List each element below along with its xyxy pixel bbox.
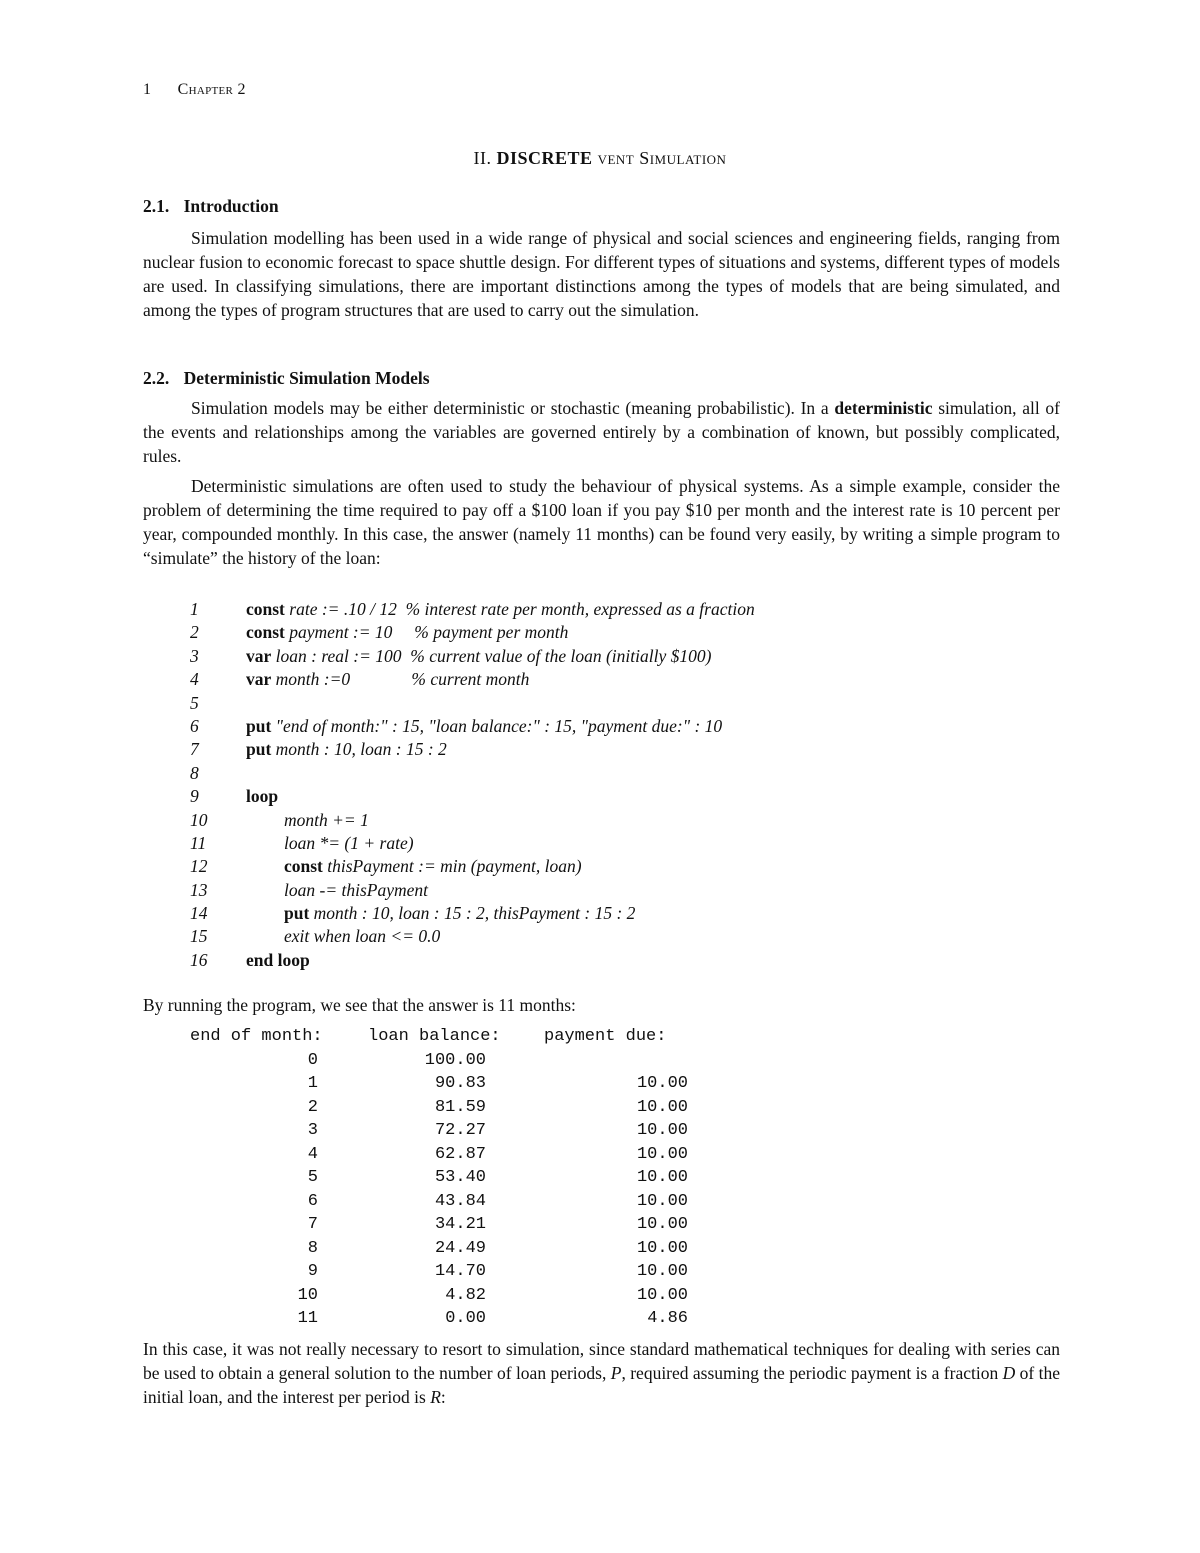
code-line-number: 1 xyxy=(190,599,199,619)
output-cell-payment: 10.00 xyxy=(636,1262,688,1281)
output-cell-balance: 90.83 xyxy=(434,1074,486,1093)
code-keyword: var xyxy=(246,645,272,666)
code-source xyxy=(246,715,722,738)
section-number: 2.2. xyxy=(143,368,170,388)
code-line xyxy=(190,925,990,948)
output-cell-month: 11 xyxy=(297,1309,318,1328)
output-cell-payment: 10.00 xyxy=(636,1285,688,1305)
output-cell-payment: 10.00 xyxy=(636,1238,688,1258)
code-line-number: 13 xyxy=(190,879,208,900)
code-text: month += 1 xyxy=(284,809,369,830)
variable-d: D xyxy=(1002,1363,1016,1383)
output-row xyxy=(190,1284,990,1308)
code-line xyxy=(190,832,990,855)
text-run: In this case, it was not really necessary to resort to simulation, since standard mathematical techniques for dealing with series can be used to obtain a general solution to the number of loan periods, xyxy=(143,1339,1060,1383)
chapter-label: Chapter 2 xyxy=(177,81,246,98)
code-keyword: var xyxy=(246,669,272,690)
code-text: thisPayment := min (payment, loan) xyxy=(322,856,582,877)
output-cell-month: 3 xyxy=(307,1121,318,1140)
text-run: of the initial loan, and the interest per period is xyxy=(143,1363,1060,1407)
output-row xyxy=(190,1049,990,1073)
output-cell-payment: 10.00 xyxy=(636,1215,688,1234)
code-source xyxy=(284,855,582,878)
section-title: Deterministic Simulation Models xyxy=(183,368,430,388)
deterministic-paragraph-2: Deterministic simulations are often used to study the behaviour of physical systems. As a simple example, consider the problem of determining the time required to pay off a $100 loan if you pay $10 per month and the interest rate is 10 percent per year, compounded monthly. In this case, the answer (namely 11 months) can be found very easily, by writing a simple program to “simulate” the history of the loan: xyxy=(143,476,1060,568)
code-source xyxy=(246,785,278,808)
output-cell-balance: 53.40 xyxy=(434,1168,486,1187)
section-title: Introduction xyxy=(183,196,279,216)
output-header-payment: payment due: xyxy=(544,1027,667,1046)
code-line xyxy=(190,645,990,668)
code-text: exit when loan <= 0.0 xyxy=(284,926,441,947)
code-line xyxy=(190,762,990,785)
output-cell-payment: 10.00 xyxy=(636,1191,688,1211)
variable-r: R xyxy=(430,1387,441,1407)
code-line xyxy=(190,809,990,832)
code-keyword: end loop xyxy=(246,949,310,970)
output-cell-month: 8 xyxy=(307,1238,318,1258)
code-text: "end of month:" : 15, "loan balance:" : 15, "payment due:" : 10 xyxy=(271,715,723,736)
code-source xyxy=(284,879,428,902)
code-keyword: const xyxy=(246,622,285,643)
output-cell-balance: 72.27 xyxy=(434,1121,486,1140)
code-line-number: 16 xyxy=(190,949,208,970)
closing-paragraph xyxy=(143,1337,1060,1409)
code-keyword: put xyxy=(246,715,272,736)
text-run: simulation, all of the events and relationships among the variables are governed entirely by a combination of known, but possibly complicated, rules. xyxy=(143,398,1060,466)
code-line-number: 10 xyxy=(190,809,208,830)
output-row xyxy=(190,1072,990,1096)
code-text: payment := 10 % payment per month xyxy=(284,622,569,643)
code-text: loan *= (1 + rate) xyxy=(284,832,414,853)
section-number: 2.1. xyxy=(143,196,170,216)
code-line xyxy=(190,692,990,715)
output-cell-balance: 62.87 xyxy=(434,1144,486,1164)
output-cell-balance: 100.00 xyxy=(424,1050,486,1070)
code-line xyxy=(190,598,990,621)
deterministic-paragraph-1 xyxy=(143,396,1060,468)
code-line xyxy=(190,668,990,691)
code-line-number: 3 xyxy=(190,645,199,666)
output-cell-month: 7 xyxy=(307,1215,318,1234)
section-heading-introduction xyxy=(143,194,279,218)
code-source xyxy=(246,668,529,691)
code-text: month :=0 % current month xyxy=(271,669,530,690)
text-run: Simulation models may be either deterministic or stochastic (meaning probabilistic). In a xyxy=(191,398,835,418)
code-line xyxy=(190,621,990,644)
code-keyword: loop xyxy=(246,786,279,807)
code-source xyxy=(284,832,414,855)
output-cell-payment: 10.00 xyxy=(636,1144,688,1164)
code-source xyxy=(246,598,755,621)
output-row xyxy=(190,1260,990,1284)
code-source xyxy=(284,925,440,948)
chapter-numeral: II. xyxy=(473,148,492,168)
output-cell-month: 1 xyxy=(307,1074,318,1093)
code-line xyxy=(190,879,990,902)
output-cell-month: 6 xyxy=(307,1191,318,1211)
output-row xyxy=(190,1143,990,1167)
code-source xyxy=(246,949,310,972)
bold-term: deterministic xyxy=(834,398,933,418)
output-cell-month: 2 xyxy=(307,1097,318,1117)
output-cell-month: 0 xyxy=(307,1050,318,1070)
output-row xyxy=(190,1307,990,1331)
code-line-number: 5 xyxy=(190,692,199,713)
output-cell-balance: 14.70 xyxy=(434,1262,486,1281)
code-line xyxy=(190,902,990,925)
output-row xyxy=(190,1166,990,1190)
output-cell-month: 4 xyxy=(307,1144,318,1164)
output-cell-month: 10 xyxy=(297,1285,318,1305)
code-keyword: put xyxy=(284,903,310,924)
code-keyword: put xyxy=(246,739,272,760)
output-header-row xyxy=(190,1025,990,1049)
output-cell-balance: 81.59 xyxy=(434,1097,486,1117)
output-cell-month: 9 xyxy=(307,1262,318,1281)
code-keyword: const xyxy=(284,856,323,877)
code-line-number: 14 xyxy=(190,903,208,924)
result-sentence: By running the program, we see that the answer is 11 months: xyxy=(143,995,576,1015)
code-line-number: 12 xyxy=(190,856,208,877)
code-source xyxy=(284,809,369,832)
running-head xyxy=(143,78,246,102)
text-run: , required assuming the periodic payment is a fraction xyxy=(621,1363,1003,1383)
code-line xyxy=(190,855,990,878)
code-source xyxy=(246,738,447,761)
output-cell-balance: 24.49 xyxy=(434,1238,486,1258)
output-cell-payment: 4.86 xyxy=(647,1309,688,1328)
chapter-title-bold: DISCRETE xyxy=(496,148,593,168)
output-row xyxy=(190,1190,990,1214)
text-run: : xyxy=(440,1387,446,1407)
code-line-number: 9 xyxy=(190,786,199,807)
code-source xyxy=(246,621,568,644)
output-cell-payment: 10.00 xyxy=(636,1168,688,1187)
output-cell-payment: 10.00 xyxy=(636,1074,688,1093)
output-row xyxy=(190,1213,990,1237)
output-rows xyxy=(190,1049,990,1331)
output-cell-balance: 0.00 xyxy=(445,1309,486,1328)
program-output xyxy=(190,1025,990,1331)
section-heading-deterministic xyxy=(143,366,430,390)
code-text: loan -= thisPayment xyxy=(284,879,429,900)
output-cell-payment: 10.00 xyxy=(636,1121,688,1140)
variable-p: P xyxy=(610,1363,622,1383)
code-line-number: 11 xyxy=(190,832,207,853)
code-line-number: 6 xyxy=(190,715,199,736)
output-row xyxy=(190,1096,990,1120)
code-text: loan : real := 100 % current value of the loan (initially $100) xyxy=(271,645,712,666)
output-cell-month: 5 xyxy=(307,1168,318,1187)
output-row xyxy=(190,1237,990,1261)
code-line-number: 2 xyxy=(190,622,199,643)
code-line xyxy=(190,785,990,808)
code-text: month : 10, loan : 15 : 2, thisPayment : 15 : 2 xyxy=(309,903,636,924)
code-line xyxy=(190,715,990,738)
output-cell-balance: 4.82 xyxy=(445,1285,486,1305)
page-number: 1 xyxy=(143,81,152,98)
output-header-balance: loan balance: xyxy=(368,1027,501,1046)
code-keyword: const xyxy=(246,599,285,619)
output-row xyxy=(190,1119,990,1143)
code-line-number: 7 xyxy=(190,739,199,760)
code-line-number: 4 xyxy=(190,669,199,690)
output-cell-payment: 10.00 xyxy=(636,1097,688,1117)
intro-paragraph: Simulation modelling has been used in a wide range of physical and social sciences and engineering fields, ranging from nuclear fusion to economic forecast to space shuttle design. For different types of situations and systems, different types of models are used. In classifying simulations, there are important distinctions among the types of models that are being simulated, and among the types of program structures that are used to carry out the simulation. xyxy=(143,228,1060,320)
output-cell-balance: 34.21 xyxy=(434,1215,486,1234)
code-source xyxy=(284,902,635,925)
output-cell-balance: 43.84 xyxy=(434,1191,486,1211)
code-text: month : 10, loan : 15 : 2 xyxy=(271,739,447,760)
code-source xyxy=(246,645,711,668)
output-header-month: end of month: xyxy=(190,1027,323,1046)
code-line-number: 15 xyxy=(190,926,208,947)
chapter-title xyxy=(0,146,1200,170)
code-line xyxy=(190,949,990,972)
code-listing xyxy=(190,598,990,972)
chapter-title-rest: vent Simulation xyxy=(597,148,727,168)
code-line xyxy=(190,738,990,761)
code-text: rate := .10 / 12 % interest rate per month, expressed as a fraction xyxy=(284,599,755,619)
code-line-number: 8 xyxy=(190,762,199,783)
